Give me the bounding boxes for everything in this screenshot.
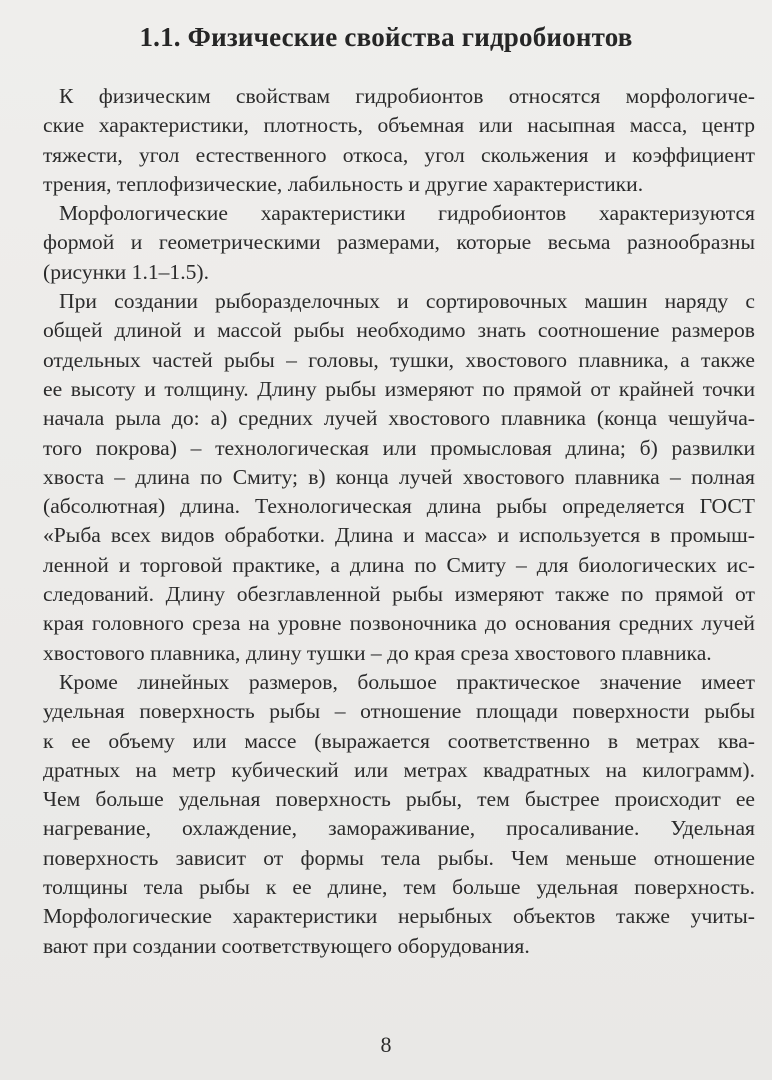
text-line: тяжести, угол естественного откоса, угол скольжения и коэффициент bbox=[43, 142, 755, 167]
text-line: следований. Длину обезглавленной рыбы измеряют также по прямой от bbox=[43, 582, 755, 607]
text-line: к ее объему или массе (выражается соответственно в метрах ква- bbox=[43, 728, 755, 753]
text-line: отдельных частей рыбы – головы, тушки, хвостового плавника, а также bbox=[43, 347, 755, 372]
text-line: толщины тела рыбы к ее длине, тем больше удельная поверхность. bbox=[43, 875, 755, 900]
text-line: трения, теплофизические, лабильность и другие характеристики. bbox=[43, 171, 644, 196]
text-line: К физическим свойствам гидробионтов относятся морфологиче- bbox=[59, 84, 755, 108]
text-line: поверхность зависит от формы тела рыбы. Чем меньше отношение bbox=[43, 845, 755, 870]
body-text bbox=[43, 82, 755, 961]
text-line: нагревание, охлаждение, замораживание, просаливание. Удельная bbox=[43, 816, 755, 841]
text-line: формой и геометрическими размерами, которые весьма разнообразны bbox=[43, 230, 755, 255]
section-title: 1.1. Физические свойства гидробионтов bbox=[139, 22, 633, 52]
text-line: Морфологические характеристики нерыбных объектов также учиты- bbox=[43, 904, 755, 929]
text-line: дратных на метр кубический или метрах квадратных на килограмм). bbox=[43, 757, 755, 782]
text-line: При создании рыборазделочных и сортировочных машин наряду с bbox=[59, 289, 755, 314]
paragraph bbox=[43, 199, 755, 287]
text-line: ее высоту и толщину. Длину рыбы измеряют по прямой от крайней точки bbox=[43, 376, 755, 401]
text-line: ские характеристики, плотность, объемная или насыпная масса, центр bbox=[43, 113, 755, 138]
text-line: вают при создании соответствующего оборудования. bbox=[43, 933, 530, 958]
text-line: Чем больше удельная поверхность рыбы, тем быстрее происходит ее bbox=[43, 787, 755, 812]
text-line: общей длиной и массой рыбы необходимо знать соотношение размеров bbox=[43, 318, 755, 343]
page-number: 8 bbox=[380, 1032, 392, 1057]
text-line: «Рыба всех видов обработки. Длина и масса» и используется в промыш- bbox=[43, 523, 755, 548]
text-line: того покрова) – технологическая или промысловая длина; б) развилки bbox=[43, 435, 755, 460]
text-line: начала рыла до: а) средних лучей хвостового плавника (конца чешуйча- bbox=[43, 406, 755, 431]
paragraph bbox=[43, 287, 755, 668]
text-line: Морфологические характеристики гидробионтов характеризуются bbox=[59, 201, 755, 226]
text-line: края головного среза на уровне позвоночника до основания средних лучей bbox=[43, 611, 755, 636]
paragraph bbox=[43, 82, 755, 199]
text-line: ленной и торговой практике, а длина по Смиту – для биологических ис- bbox=[43, 552, 755, 577]
text-line: (рисунки 1.1–1.5). bbox=[43, 259, 210, 284]
text-line: Кроме линейных размеров, большое практическое значение имеет bbox=[59, 669, 755, 694]
text-line: хвостового плавника, длину тушки – до края среза хвостового плавника. bbox=[43, 640, 712, 665]
text-line: (абсолютная) длина. Технологическая длина рыбы определяется ГОСТ bbox=[43, 494, 755, 519]
text-line: удельная поверхность рыбы – отношение площади поверхности рыбы bbox=[43, 699, 755, 724]
text-line: хвоста – длина по Смиту; в) конца лучей хвостового плавника – полная bbox=[43, 464, 755, 489]
paragraph bbox=[43, 668, 755, 961]
